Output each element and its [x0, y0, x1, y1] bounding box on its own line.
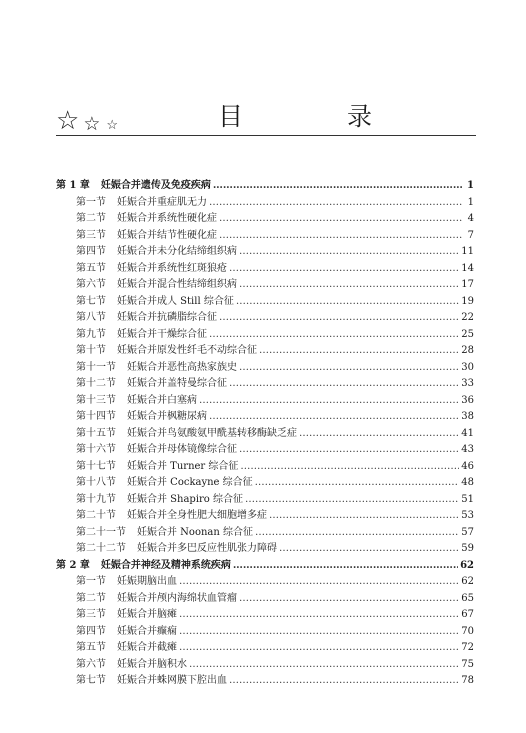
- toc-section-row: [56, 294, 474, 311]
- page-header: [56, 100, 474, 134]
- toc-page-number: 46: [461, 460, 474, 472]
- toc-entry-number: 第二节: [76, 592, 106, 604]
- toc-section-row: [56, 607, 474, 624]
- toc-entry-title: 妊娠合并全身性肥大细胞增多症: [127, 510, 267, 521]
- toc-dot-leader: [255, 475, 460, 492]
- toc-entry-title: 妊娠合并抗磷脂综合征: [117, 312, 217, 323]
- toc-section-row: [56, 277, 474, 294]
- toc-section-row: [56, 244, 474, 261]
- toc-dot-leader: [255, 525, 459, 542]
- toc-dot-leader: [219, 228, 462, 245]
- toc-dot-leader: [236, 294, 459, 311]
- toc-section-row: [56, 657, 474, 674]
- toc-entry-title: 妊娠合并盖特曼综合征: [127, 378, 227, 389]
- toc-dot-leader: [199, 393, 459, 410]
- toc-entry-title: 妊娠合并原发性纤毛不动综合征: [117, 345, 257, 356]
- toc-dot-leader: [279, 541, 459, 558]
- toc-entry-number: 第十七节: [76, 460, 116, 472]
- toc-entry-number: 第 1 章: [56, 180, 90, 191]
- toc-dot-leader: [209, 327, 459, 344]
- toc-dot-leader: [233, 558, 458, 575]
- toc-entry-number: 第六节: [76, 658, 106, 670]
- toc-section-row: [56, 261, 474, 278]
- toc-section-row: [56, 574, 474, 591]
- toc-entry-title: 妊娠合并多巴反应性肌张力障碍: [137, 543, 277, 554]
- toc-entry-number: 第四节: [76, 246, 106, 257]
- toc-entry-title: 妊娠合并鸟氨酸氨甲酰基转移酶缺乏症: [127, 427, 297, 439]
- toc-entry-title: 妊娠合并结节性硬化症: [117, 229, 217, 241]
- toc-entry-title: 妊娠合并白塞病: [127, 394, 197, 406]
- toc-page-number: 33: [461, 378, 474, 389]
- toc-dot-leader: [219, 211, 462, 228]
- toc-page-number: 7: [467, 229, 474, 241]
- toc-dot-leader: [239, 442, 459, 459]
- toc-entry-number: 第七节: [76, 295, 106, 307]
- toc-entry-title: 妊娠合并枫糖尿病: [127, 411, 207, 422]
- toc-entry-number: 第二十节: [76, 510, 116, 521]
- toc-page-number: 78: [461, 675, 474, 686]
- toc-entry-number: 第二十二节: [76, 543, 126, 554]
- toc-dot-leader: [179, 640, 459, 657]
- toc-dot-leader: [189, 657, 459, 674]
- toc-entry-title: 妊娠合并癫痫: [117, 625, 177, 637]
- toc-entry-number: 第十四节: [76, 411, 116, 422]
- toc-section-row: [56, 492, 474, 509]
- toc-page-number: 17: [461, 279, 474, 290]
- toc-entry-title: 妊娠合并母体镜像综合征: [127, 444, 237, 455]
- toc-dot-leader: [179, 624, 459, 641]
- toc-page-number: 14: [461, 262, 474, 274]
- toc-section-row: [56, 343, 474, 360]
- toc-entry-number: 第六节: [76, 279, 106, 290]
- page-title: 目 录: [218, 102, 420, 131]
- toc-entry-number: 第一节: [76, 196, 106, 208]
- toc-page-number: 28: [461, 345, 474, 356]
- toc-entry-title: 妊娠合并颅内海绵状血管瘤: [117, 592, 237, 604]
- toc-page-number: 25: [461, 328, 474, 340]
- toc-entry-title: 妊娠合并 Noonan 综合征: [137, 526, 253, 538]
- toc-entry-number: 第十九节: [76, 493, 116, 505]
- toc-entry-title: 妊娠合并系统性硬化症: [117, 213, 217, 224]
- toc-page-number: 53: [461, 510, 474, 521]
- toc-section-row: [56, 327, 474, 344]
- toc-section-row: [56, 624, 474, 641]
- toc-page-number: 67: [461, 609, 474, 620]
- toc-chapter-row: [56, 558, 474, 575]
- toc-entry-number: 第二节: [76, 213, 106, 224]
- toc-dot-leader: [239, 277, 459, 294]
- toc-entry-number: 第三节: [76, 229, 106, 241]
- toc-entry-title: 妊娠合并 Cockayne 综合征: [127, 477, 253, 488]
- toc-entry-title: 妊娠期脑出血: [117, 576, 177, 587]
- toc-section-row: [56, 360, 474, 377]
- toc-page-number: 11: [461, 246, 474, 257]
- toc-dot-leader: [179, 607, 459, 624]
- toc-entry-number: 第七节: [76, 675, 106, 686]
- toc-page-number: 75: [461, 658, 474, 670]
- toc-entry-title: 妊娠合并脑积水: [117, 658, 187, 670]
- toc-dot-leader: [239, 591, 459, 608]
- toc-entry-number: 第二十一节: [76, 526, 126, 538]
- toc-dot-leader: [209, 195, 462, 212]
- toc-page-number: 43: [461, 444, 474, 455]
- toc-dot-leader: [229, 376, 459, 393]
- toc-entry-title: 妊娠合并干燥综合征: [117, 328, 207, 340]
- toc-entry-number: 第 2 章: [56, 559, 90, 571]
- toc-section-row: [56, 541, 474, 558]
- toc-dot-leader: [245, 492, 459, 509]
- toc-entry-number: 第五节: [76, 262, 106, 274]
- toc-entry-number: 第十三节: [76, 394, 116, 406]
- toc-section-row: [56, 409, 474, 426]
- toc-page-number: 19: [461, 295, 474, 307]
- toc-entry-number: 第九节: [76, 328, 106, 340]
- toc-dot-leader: [299, 426, 459, 443]
- toc-section-row: [56, 442, 474, 459]
- toc-entry-number: 第一节: [76, 576, 106, 587]
- toc-page-number: 22: [461, 312, 474, 323]
- toc-dot-leader: [259, 343, 459, 360]
- toc-entry-title: 妊娠合并截瘫: [117, 642, 177, 653]
- toc-entry-number: 第十八节: [76, 477, 116, 488]
- toc-dot-leader: [179, 574, 459, 591]
- toc-page-number: 4: [467, 213, 474, 224]
- toc-page-number: 57: [461, 526, 474, 538]
- toc-section-row: [56, 426, 474, 443]
- toc-entry-number: 第十六节: [76, 444, 116, 455]
- toc-entry-title: 妊娠合并神经及精神系统疾病: [100, 559, 231, 571]
- star-decoration: [56, 100, 118, 134]
- toc-chapter-row: [56, 178, 474, 195]
- toc-section-row: [56, 195, 474, 212]
- toc-section-row: [56, 310, 474, 327]
- toc-entry-title: 妊娠合并遗传及免疫疾病: [100, 180, 211, 191]
- toc-entry-number: 第十二节: [76, 378, 116, 389]
- toc-section-row: [56, 211, 474, 228]
- header-divider: [56, 135, 476, 136]
- table-of-contents: [56, 178, 474, 690]
- toc-entry-number: 第三节: [76, 609, 106, 620]
- toc-entry-title: 妊娠合并未分化结缔组织病: [117, 246, 237, 257]
- toc-entry-title: 妊娠合并脑瘫: [117, 609, 177, 620]
- toc-entry-title: 妊娠合并 Turner 综合征: [127, 460, 239, 472]
- toc-entry-title: 妊娠合并系统性红斑狼疮: [117, 262, 227, 274]
- toc-page-number: 36: [461, 394, 474, 406]
- toc-entry-number: 第十一节: [76, 361, 116, 373]
- toc-dot-leader: [209, 409, 459, 426]
- toc-page-number: 30: [461, 361, 474, 373]
- toc-entry-number: 第十五节: [76, 427, 116, 439]
- toc-page-number: 62: [460, 559, 474, 571]
- toc-entry-title: 妊娠合并恶性高热家族史: [127, 361, 237, 373]
- toc-entry-title: 妊娠合并 Shapiro 综合征: [127, 493, 244, 505]
- toc-section-row: [56, 591, 474, 608]
- toc-entry-number: 第十节: [76, 345, 106, 356]
- toc-section-row: [56, 459, 474, 476]
- star-icon-small: ☆: [106, 118, 119, 133]
- star-icon-large: ☆: [56, 106, 80, 136]
- toc-dot-leader: [240, 459, 459, 476]
- toc-page-number: 65: [461, 592, 474, 604]
- toc-section-row: [56, 673, 474, 690]
- toc-dot-leader: [213, 178, 462, 195]
- toc-page-number: 72: [461, 642, 474, 653]
- toc-dot-leader: [239, 360, 459, 377]
- toc-page-number: 41: [461, 427, 474, 439]
- toc-entry-title: 妊娠合并成人 Still 综合征: [117, 295, 234, 307]
- toc-page-number: 1: [467, 180, 474, 191]
- toc-section-row: [56, 228, 474, 245]
- toc-page-number: 62: [461, 576, 474, 587]
- star-icon-medium: ☆: [83, 113, 101, 135]
- toc-section-row: [56, 393, 474, 410]
- toc-dot-leader: [219, 310, 459, 327]
- toc-page-number: 48: [461, 477, 474, 488]
- toc-entry-title: 妊娠合并重症肌无力: [117, 196, 207, 208]
- toc-page-number: 51: [461, 493, 474, 505]
- toc-dot-leader: [229, 261, 459, 278]
- toc-entry-number: 第四节: [76, 625, 106, 637]
- toc-section-row: [56, 525, 474, 542]
- toc-page-number: 70: [461, 625, 474, 637]
- toc-entry-number: 第八节: [76, 312, 106, 323]
- toc-dot-leader: [269, 508, 459, 525]
- toc-entry-number: 第五节: [76, 642, 106, 653]
- toc-page-number: 59: [461, 543, 474, 554]
- toc-entry-title: 妊娠合并蛛网膜下腔出血: [117, 675, 227, 686]
- toc-section-row: [56, 376, 474, 393]
- toc-dot-leader: [239, 244, 459, 261]
- toc-section-row: [56, 475, 474, 492]
- toc-page-number: 1: [467, 196, 474, 208]
- toc-entry-title: 妊娠合并混合性结缔组织病: [117, 279, 237, 290]
- toc-section-row: [56, 640, 474, 657]
- toc-dot-leader: [229, 673, 459, 690]
- toc-section-row: [56, 508, 474, 525]
- toc-page-number: 38: [461, 411, 474, 422]
